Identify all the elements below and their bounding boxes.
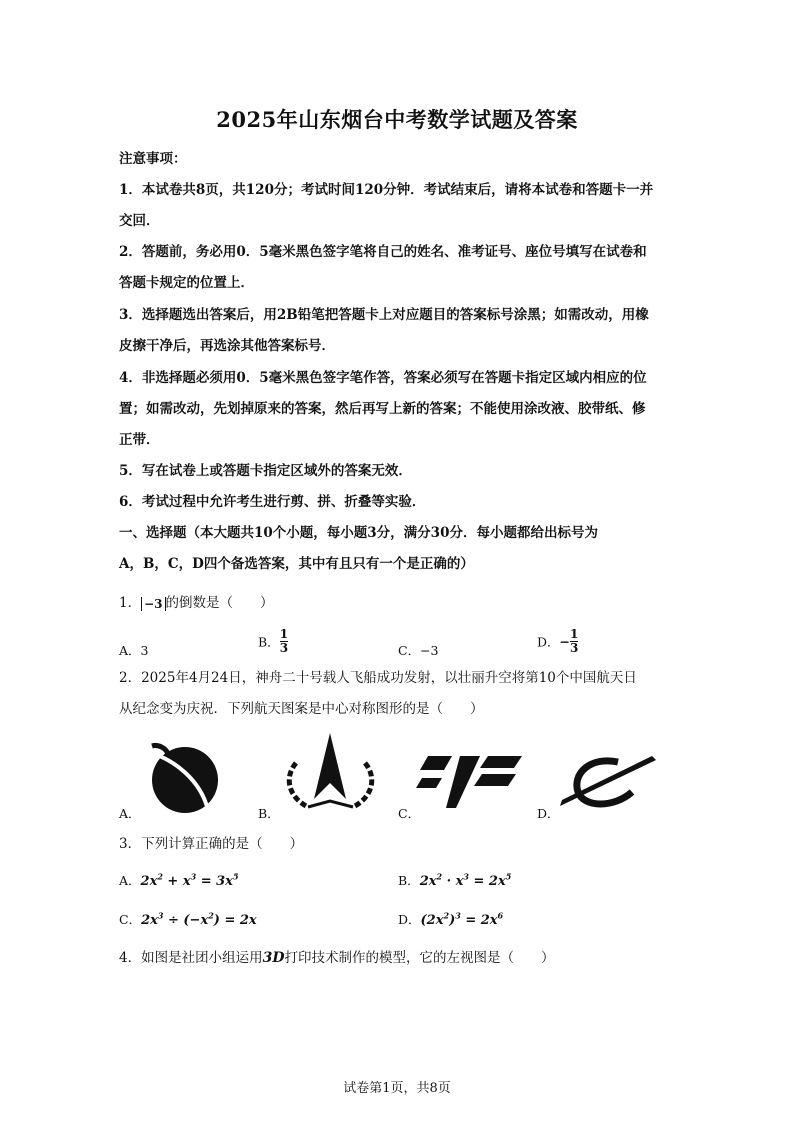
- notice-line: 6．考试过程中允许考生进行剪、拼、折叠等实验．: [119, 494, 426, 510]
- notice-line: 正带．: [119, 432, 160, 448]
- q3-option-b[interactable]: B．$2x^2 \cdot x^3 = 2x^5$: [398, 871, 512, 889]
- notice-line: 4．非选择题必须用0．5毫米黑色签字笔作答，答案必须写在答题卡指定区域内相应的位: [119, 370, 647, 386]
- q2-option-b[interactable]: B．: [258, 806, 280, 821]
- q2-image-b: [278, 731, 383, 816]
- q3-option-a[interactable]: A．$2x^2 + x^3 = 3x^5$: [119, 871, 239, 889]
- notice-line: 答题卡规定的位置上．: [119, 275, 254, 291]
- q4-term: 3D: [262, 950, 285, 966]
- section-heading: A，B，C，D四个备选答案，其中有且只有一个是正确的）: [119, 556, 474, 572]
- q1-option-c[interactable]: C．−3: [398, 643, 439, 658]
- q2-stem-line: 2．2025年4月24日，神舟二十号载人飞船成功发射，以壮丽升空将第10个中国航天日: [119, 670, 637, 686]
- notice-line: 2．答题前，务必用0．5毫米黑色签字笔将自己的姓名、准考证号、座位号填写在试卷和: [119, 244, 647, 260]
- notice-line: 交回．: [119, 213, 160, 229]
- q1-number: 1．: [119, 595, 142, 611]
- q2-stem-line: 从纪念变为庆祝．下列航天图案是中心对称图形的是（ ）: [119, 701, 484, 717]
- notice-line: 皮擦干净后，再选涂其他答案标号．: [119, 338, 335, 354]
- q1-option-a[interactable]: A．3: [119, 643, 149, 658]
- notice-line: 置；如需改动，先划掉原来的答案，然后再写上新的答案；不能使用涂改液、胶带纸、修: [119, 401, 646, 417]
- q1-stem: 的倒数是（ ）: [165, 595, 274, 611]
- q2-image-d: [558, 752, 658, 812]
- section-heading: 一、选择题（本大题共10个小题，每小题3分，满分30分．每小题都给出标号为: [119, 525, 598, 541]
- q1-option-d[interactable]: D．− $\frac{1}{3}$: [537, 627, 579, 655]
- q2-option-a[interactable]: A．: [119, 806, 141, 821]
- page-footer: 试卷第1页，共8页: [343, 1081, 451, 1096]
- question-4: 4．如图是社团小组运用3D打印技术制作的模型，它的左视图是（ ）: [119, 950, 555, 966]
- notice-line: 1．本试卷共8页，共120分；考试时间120分钟．考试结束后，请将本试卷和答题卡一并: [119, 182, 654, 198]
- q2-option-d[interactable]: D．: [537, 806, 560, 821]
- q2-image-a: [148, 740, 223, 815]
- q3-stem: 3．下列计算正确的是（ ）: [119, 836, 304, 852]
- q3-option-c[interactable]: C．$2x^3 \div (-x^2) = 2x$: [119, 910, 257, 928]
- q2-option-c[interactable]: C．: [398, 806, 421, 821]
- q1-option-b[interactable]: B． $\frac{1}{3}$: [258, 627, 289, 655]
- question-1: [119, 591, 274, 611]
- notice-line: 5．写在试卷上或答题卡指定区域外的答案无效．: [119, 463, 412, 479]
- notice-heading: 注意事项：: [119, 151, 187, 167]
- q3-option-d[interactable]: D．$(2x^2)^3 = 2x^6$: [398, 910, 504, 928]
- q1-absolute-value: −3: [141, 597, 165, 611]
- page-title: 2025年山东烟台中考数学试题及答案: [216, 107, 578, 132]
- q2-image-c: [416, 748, 526, 813]
- notice-line: 3．选择题选出答案后，用2B铅笔把答题卡上对应题目的答案标号涂黑；如需改动，用橡: [119, 307, 649, 323]
